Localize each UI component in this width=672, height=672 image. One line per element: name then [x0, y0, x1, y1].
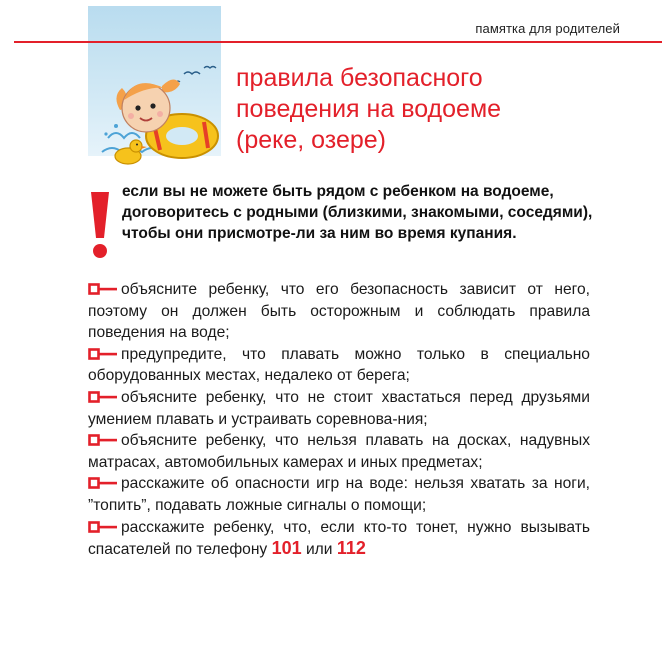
key-bullet-icon: [88, 477, 118, 489]
key-bullet-icon: [88, 391, 118, 403]
key-bullet-icon: [88, 521, 118, 533]
child-swim-ring-illustration: [98, 56, 228, 168]
list-item-text: объясните ребенку, что не стоит хвастаться перед друзьями умением плавать и устраивать соревнова-ния;: [88, 388, 590, 428]
warning-text: если вы не можете быть рядом с ребенком на водоеме, договоритесь с родными (близкими, знакомыми, соседями), чтобы они присмотре-ли за ним во время купания.: [122, 183, 593, 242]
page-title: [236, 63, 656, 156]
title-line: поведения на водоеме: [236, 95, 502, 123]
list-item: [88, 279, 590, 344]
header-divider: [14, 41, 662, 43]
list-item: [88, 517, 590, 561]
seagull-icons: [172, 67, 216, 83]
list-item: [88, 344, 590, 387]
header-label: памятка для родителей: [475, 21, 620, 36]
advice-list: [88, 279, 590, 561]
key-bullet-icon: [88, 434, 118, 446]
list-item: [88, 473, 590, 516]
list-item-text: объясните ребенку, что нельзя плавать на досках, надувных матрасах, автомобильных камерах и иных предметах;: [88, 432, 590, 471]
list-item-text: предупредите, что плавать можно только в специально оборудованных местах, недалеко от берега;: [88, 345, 590, 385]
key-bullet-icon: [88, 348, 118, 360]
list-item-text: расскажите ребенку, что, если кто-то тонет, нужно вызывать спасателей по телефону: [88, 518, 590, 559]
title-line: (реке, озере): [236, 126, 386, 154]
rescue-phone-number: 112: [336, 538, 366, 559]
list-item-text: объясните ребенку, что его безопасность зависит от него, поэтому он должен быть осторожным и соблюдать правила поведения на воде;: [88, 281, 590, 342]
title-line: правила безопасного: [236, 64, 483, 92]
exclamation-icon: [86, 188, 114, 260]
list-item-connector: или: [305, 541, 333, 559]
key-bullet-icon: [88, 283, 118, 295]
list-item-text: расскажите об опасности игр на воде: нельзя хватать за ноги, ”топить”, подавать ложные сигналы о помощи;: [88, 475, 590, 514]
list-item: [88, 430, 590, 473]
rescue-phone-number: 101: [271, 538, 302, 559]
list-item: [88, 387, 590, 430]
